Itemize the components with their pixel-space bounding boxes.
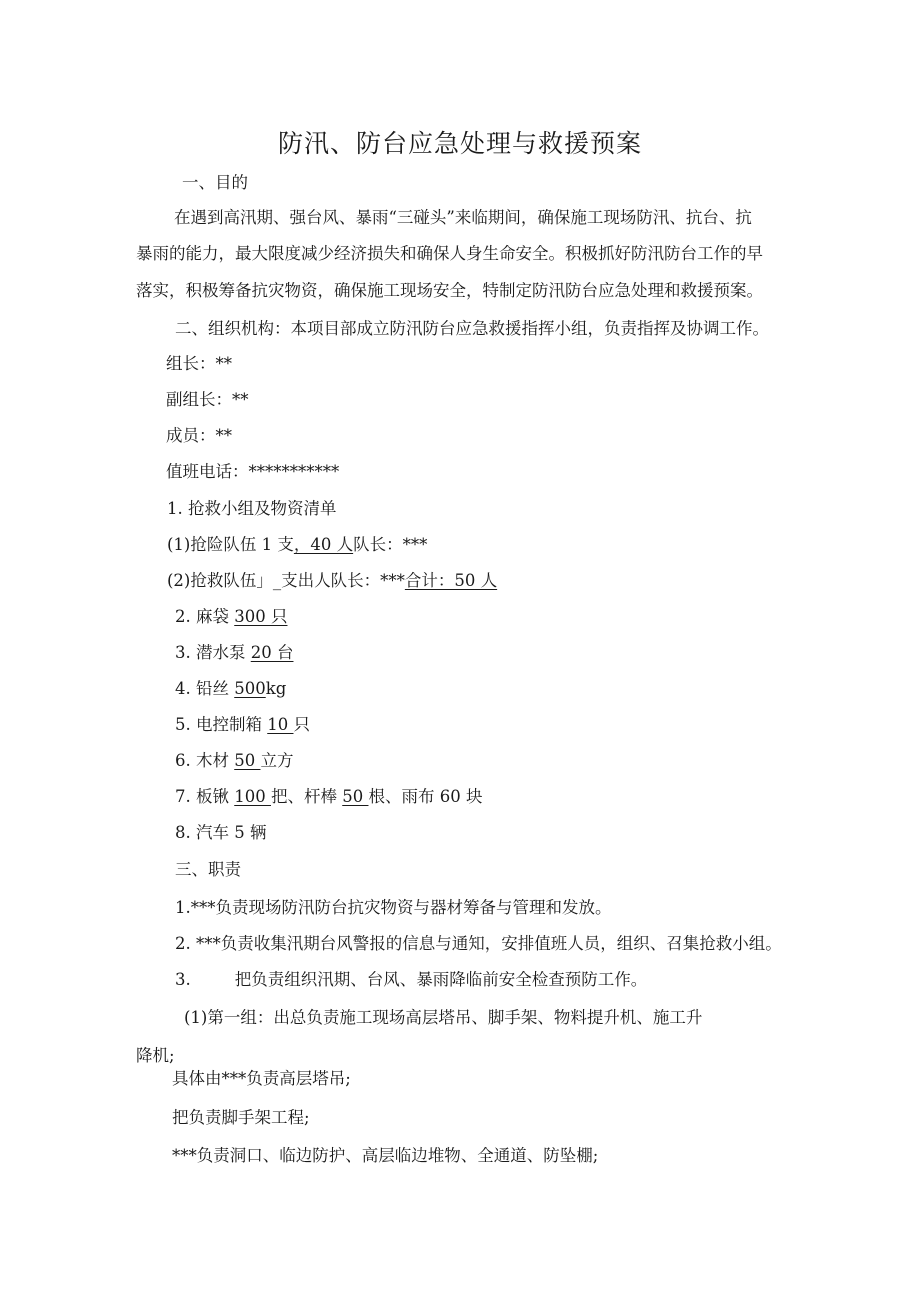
item-label: 3. 潜水泵 bbox=[175, 643, 251, 662]
section-heading-duties: 三、职责 bbox=[175, 860, 241, 879]
list-item-wire bbox=[175, 678, 286, 700]
item-quantity: 50 bbox=[234, 751, 261, 770]
duty-item-1: 1.***负责现场防汛防台抗灾物资与器材筹备与管理和发放。 bbox=[175, 898, 612, 917]
list-item-vehicles: 8. 汽车 5 辆 bbox=[175, 823, 267, 842]
org-deputy-leader: 副组长：** bbox=[166, 390, 249, 409]
item-quantity: 100 bbox=[234, 787, 271, 806]
list-item-pumps bbox=[175, 642, 293, 664]
item-unit: 根、雨布 60 块 bbox=[368, 787, 483, 806]
purpose-paragraph-line: 在遇到高汛期、强台风、暴雨“三碰头”来临期间，确保施工现场防汛、抗台、抗 bbox=[174, 208, 752, 227]
duty-number: 3. bbox=[175, 970, 191, 989]
team-total: 合计：50 人 bbox=[404, 571, 498, 590]
list-item-tools bbox=[175, 786, 482, 808]
purpose-paragraph-line: 暴雨的能力，最大限度减少经济损失和确保人身生命安全。积极抓好防汛防台工作的早 bbox=[136, 244, 763, 263]
team-1-name: (1)抢险队伍 1 支 bbox=[167, 535, 294, 554]
list-item-rescue-team: 1. 抢救小组及物资清单 bbox=[167, 499, 337, 518]
item-label: 7. 板锹 bbox=[175, 787, 235, 806]
duty-item-3 bbox=[175, 969, 647, 991]
section-heading-organization: 二、组织机构：本项目部成立防汛防台应急救援指挥小组，负责指挥及协调工作。 bbox=[175, 319, 769, 338]
item-quantity: 300 只 bbox=[234, 607, 288, 626]
duty-item-2: 2. ***负责收集汛期台风警报的信息与通知，安排值班人员，组织、召集抢救小组。 bbox=[175, 934, 782, 953]
list-item-control-box bbox=[175, 714, 310, 736]
item-unit: 把、杆棒 bbox=[270, 787, 343, 806]
group-1-openings: ***负责洞口、临边防护、高层临边堆物、全通道、防坠棚; bbox=[172, 1146, 599, 1165]
item-unit: 只 bbox=[293, 715, 310, 734]
team-1-count: ，40 人 bbox=[293, 535, 354, 554]
item-quantity: 500 bbox=[234, 679, 266, 698]
group-1-scaffold: 把负责脚手架工程; bbox=[172, 1108, 310, 1127]
team-2-name: (2)抢救队伍」_支出人队长：*** bbox=[167, 571, 405, 590]
list-item-team-2 bbox=[167, 570, 497, 592]
item-quantity: 20 台 bbox=[250, 643, 294, 662]
item-unit: kg bbox=[265, 679, 287, 698]
purpose-paragraph-line: 落实，积极筹备抗灾物资，确保施工现场安全，特制定防汛防台应急处理和救援预案。 bbox=[136, 281, 763, 300]
duty-text: 把负责组织汛期、台风、暴雨降临前安全检查预防工作。 bbox=[234, 970, 648, 989]
document-title: 防汛、防台应急处理与救援预案 bbox=[277, 129, 642, 158]
group-1-line: 降机; bbox=[136, 1046, 175, 1065]
org-leader: 组长：** bbox=[166, 354, 232, 373]
item-label: 6. 木材 bbox=[175, 751, 235, 770]
item-label: 2. 麻袋 bbox=[175, 607, 235, 626]
section-heading-purpose: 一、目的 bbox=[182, 173, 248, 192]
item-quantity: 10 bbox=[267, 715, 294, 734]
org-members: 成员：** bbox=[166, 426, 232, 445]
group-1-crane: 具体由***负责高层塔吊; bbox=[172, 1069, 351, 1088]
list-item-team-1 bbox=[167, 534, 427, 556]
item-label: 4. 铅丝 bbox=[175, 679, 235, 698]
item-unit: 立方 bbox=[260, 751, 294, 770]
list-item-sacks bbox=[175, 606, 287, 628]
list-item-timber bbox=[175, 750, 293, 772]
group-1-line: (1)第一组：出总负责施工现场高层塔吊、脚手架、物料提升机、施工升 bbox=[184, 1008, 703, 1027]
org-duty-phone: 值班电话：*********** bbox=[166, 462, 340, 481]
team-1-captain: 队长：*** bbox=[353, 535, 428, 554]
item-quantity: 50 bbox=[342, 787, 369, 806]
item-label: 5. 电控制箱 bbox=[175, 715, 268, 734]
